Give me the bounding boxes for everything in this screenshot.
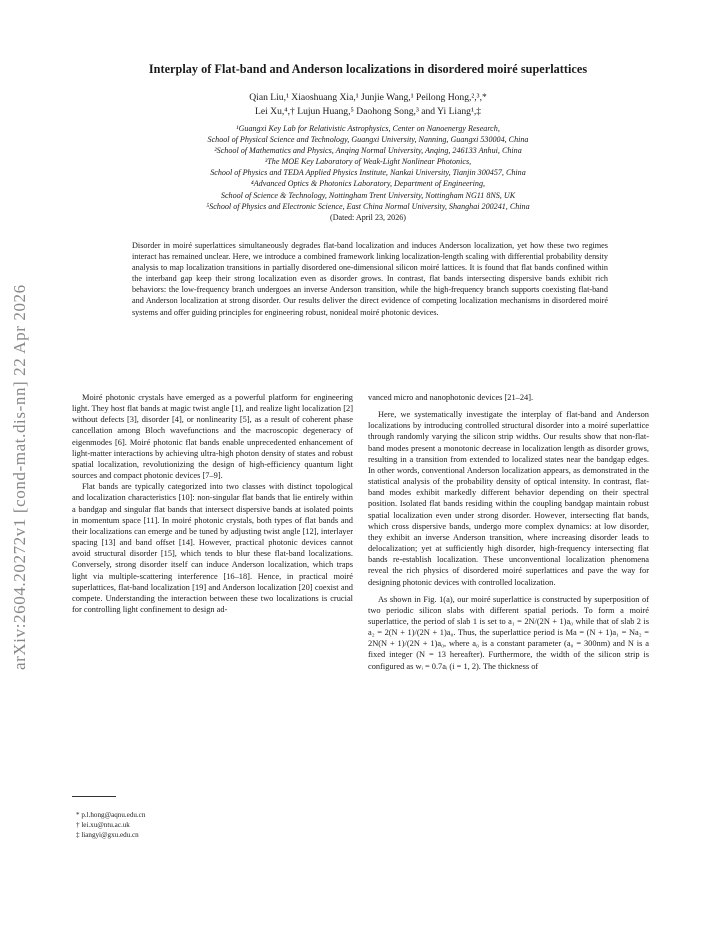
body-paragraph: As shown in Fig. 1(a), our moiré superlattice is constructed by superposition of two periodic silicon slabs with different spatial periods. To form a moiré superlattice, the period of slab 1 is set to a₁ = 2N/(2N + 1)a₀ while that of slab 2 is a₂ = 2(N + 1)/(2N + 1)a₀. Thus, the superlattice period is Ma = (N + 1)a₁ = Na₂ = 2N(N + 1)/(2N + 1)a₀, where a₀ is a constant parameter (a₀ = 300nm) and N is a fixed integer (N = 13 hereafter). Furthermore, the width of the silicon strip is configured as wᵢ = 0.7aᵢ (i = 1, 2). The thickness of — [368, 594, 649, 671]
authors-line-2: Lei Xu,⁴,† Lujun Huang,⁵ Daohong Song,³ and Yi Liang¹,‡ — [254, 106, 482, 117]
affiliation-line: ⁵School of Physics and Electronic Science, East China Normal University, Shanghai 200241, China — [206, 201, 530, 211]
affiliation-line: ⁴Advanced Optics & Photonics Laboratory, Department of Engineering, — [250, 179, 486, 189]
body-paragraph: Flat bands are typically categorized into two classes with distinct topological and localization characteristics [10]: non-singular flat bands that lie entirely within a bandgap and singular flat bands that intersect dispersive bands at isolated points in momentum space [11]. In moiré photonic crystals, both types of flat bands and their localizations can emerge and be tuned by adjusting twist angle [12], interlayer spacing [13] and band offset [14]. However, practical photonic devices cannot avoid structural disorder [15], which tends to blur these flat-band localizations. Conversely, strong disorder itself can induce Anderson localization, which traps light via multiple-scattering interference [16–18]. Hence, in practical moiré superlattices, flat-band localization [19] and Anderson localization [20] coexist and compete. Understanding the interaction between these two localizations is crucial for controlling light confinement to design ad- — [72, 482, 353, 614]
body-paragraph: Here, we systematically investigate the interplay of flat-band and Anderson localizations by introducing controlled structural disorder into a moiré superlattice through randomly varying the silicon strip widths. Our results show that non-flat-band modes present a monotonic decrease in localization length as disorder grows, resulting in a transition from extended to localized states near the bandgap edges. In other words, conventional Anderson localization appears, as demonstrated in the statistical analysis of the probability density of optical intensity. In contrast, flat-band modes exhibit markedly different behavior depending on their spectral position. Isolated flat bands residing within the coupling bandgap maintain robust spatial localization even under strong disorder. However, intersecting flat bands, which cross dispersive bands, undergo more complex dynamics: at low disorder, they exhibit an inverse Anderson transition, where increasing disorder leads to delocalization; yet at sufficiently high disorder, high-frequency intersecting flat bands re-establish localization. These unconventional localization phenomena reveal the rich physics of disordered moiré superlattices and pave the way for designing photonic devices with controlled localization. — [368, 410, 649, 587]
affiliation-line: ¹Guangxi Key Lab for Relativistic Astrophysics, Center on Nanoenergy Research, — [236, 124, 500, 133]
affiliations — [72, 123, 664, 223]
body-paragraph: vanced micro and nanophotonic devices [21–24]. — [368, 393, 534, 402]
footnote-email[interactable]: † lei.xu@ntu.ac.uk — [76, 821, 130, 829]
footnotes — [76, 810, 356, 840]
arxiv-identifier: arXiv:2604.20272v1 [cond-mat.dis-nn] 22 Apr 2026 — [10, 284, 29, 670]
paper-title: Interplay of Flat-band and Anderson localizations in disordered moiré superlattices — [148, 62, 588, 76]
footnote-rule — [72, 796, 116, 797]
footnote-email[interactable]: * p.l.hong@aqnu.edu.cn — [76, 811, 146, 819]
affiliation-line: ²School of Mathematics and Physics, Anqing Normal University, Anqing, 246133 Anhui, China — [214, 146, 522, 156]
authors-line-1: Qian Liu,¹ Xiaoshuang Xia,¹ Junjie Wang,¹ Peilong Hong,²,³,* — [249, 92, 487, 103]
author-list — [72, 91, 664, 119]
affiliation-line: School of Physics and TEDA Applied Physics Institute, Nankai University, Tianjin 300457, China — [210, 168, 526, 178]
dated-line: (Dated: April 23, 2026) — [330, 212, 406, 222]
right-column — [368, 392, 649, 672]
affiliation-line: School of Physical Science and Technology, Guangxi University, Nanning, Guangxi 530004, China — [207, 135, 529, 145]
body-paragraph: Moiré photonic crystals have emerged as a powerful platform for engineering light. They host flat bands at magic twist angle [1], and realize light localization [2] without defects [3], disorder [4], or nonlinearity [5], as a result of coherent phase cancellation among Bloch wavefunctions and the macroscopic degeneracy of eigenmodes [6]. Moiré photonic flat bands enable unprecedented enhancement of light-matter interactions by achieving ultra-high photon density of states and robust spatial localization, revolutionizing the design of high-efficiency quantum light sources and compact photonic devices [7–9]. — [72, 393, 353, 481]
footnote-email[interactable]: ‡ liangyi@gxu.edu.cn — [76, 831, 139, 839]
left-column — [72, 392, 353, 615]
affiliation-line: ³The MOE Key Laboratory of Weak-Light Nonlinear Photonics, — [264, 157, 472, 167]
affiliation-line: School of Science & Technology, Nottingham Trent University, Nottingham NG11 8NS, UK — [220, 190, 516, 200]
abstract: Disorder in moiré superlattices simultaneously degrades flat-band localization and induces Anderson localization, yet how these two regimes interact has remained unclear. Here, we introduce a combined framework linking localization-length scaling with differential probability density analysis to map localization transitions in partially disordered one-dimensional silicon moiré lattices. It is found that flat bands confined within the interband gap keep their strong localization even as disorder grows. In contrast, flat bands intersecting dispersive bands exhibit rich behaviors: the low-frequency branch undergoes an inverse Anderson transition, while the high-frequency branch supports coexisting flat-band and Anderson localization at strong disorder. Our results deliver the direct evidence of competing localization mechanisms in disordered moiré systems and offer guiding principles for engineering robust, nonideal moiré photonic devices. — [132, 241, 608, 317]
